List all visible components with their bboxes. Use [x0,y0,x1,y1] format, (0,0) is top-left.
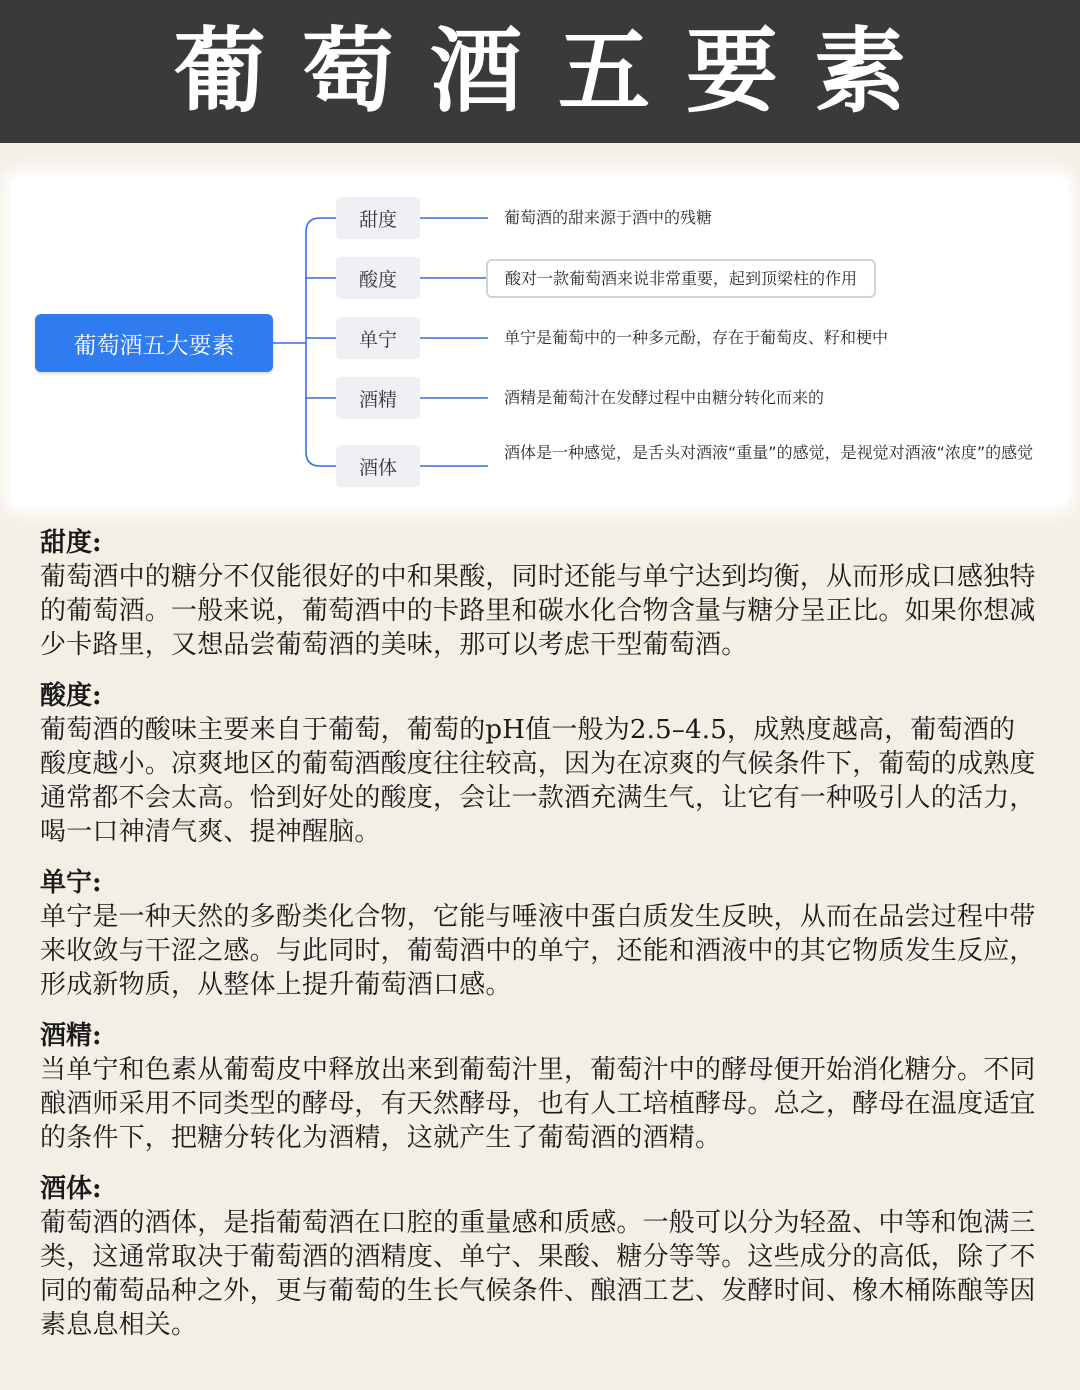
branch-acidity: 酸度 [336,257,420,299]
section-body: 葡萄酒中的糖分不仅能很好的中和果酸，同时还能与单宁达到均衡，从而形成口感独特的葡萄酒。一般来说，葡萄酒中的卡路里和碳水化合物含量与糖分呈正比。如果你想减少卡路里，又想品尝葡萄酒的美味，那可以考虑干型葡萄酒。 [40,562,1036,660]
section-sweetness [40,526,1040,662]
branch-sweetness: 甜度 [336,197,420,239]
section-title: 单宁: [40,868,102,898]
leaf-body: 酒体是一种感觉，是舌头对酒液“重量”的感觉，是视觉对酒液“浓度”的感觉 [504,443,1034,462]
section-acidity [40,679,1040,849]
section-body: 单宁是一种天然的多酚类化合物，它能与唾液中蛋白质发生反映，从而在品尝过程中带来收敛与干涩之感。与此同时，葡萄酒中的单宁，还能和酒液中的其它物质发生反应，形成新物质，从整体上提升葡萄酒口感。 [40,902,1036,1000]
section-body-wine [40,1172,1040,1342]
section-alcohol [40,1019,1040,1155]
section-title: 甜度: [40,528,102,558]
leaf-acidity: 酸对一款葡萄酒来说非常重要，起到顶梁柱的作用 [486,259,876,298]
section-tannin [40,866,1040,1002]
section-body: 葡萄酒的酸味主要来自于葡萄，葡萄的pH值一般为2.5–4.5，成熟度越高，葡萄酒的酸度越小。凉爽地区的葡萄酒酸度往往较高，因为在凉爽的气候条件下，葡萄的成熟度通常都不会太高。恰到好处的酸度，会让一款酒充满生气，让它有一种吸引人的活力，喝一口神清气爽、提神醒脑。 [40,715,1036,847]
leaf-sweetness: 葡萄酒的甜来源于酒中的残糖 [504,208,713,227]
leaf-tannin: 单宁是葡萄中的一种多元酚，存在于葡萄皮、籽和梗中 [504,328,889,347]
section-title: 酒精: [40,1021,102,1051]
section-body: 当单宁和色素从葡萄皮中释放出来到葡萄汁里，葡萄汁中的酵母便开始消化糖分。不同酿酒师采用不同类型的酵母，有天然酵母，也有人工培植酵母。总之，酵母在温度适宜的条件下，把糖分转化为酒精，这就产生了葡萄酒的酒精。 [40,1055,1036,1153]
branch-tannin: 单宁 [336,317,420,359]
branch-alcohol: 酒精 [336,377,420,419]
section-body: 葡萄酒的酒体，是指葡萄酒在口腔的重量感和质感。一般可以分为轻盈、中等和饱满三类，这通常取决于葡萄酒的酒精度、单宁、果酸、糖分等等。这些成分的高低，除了不同的葡萄品种之外，更与葡萄的生长气候条件、酿酒工艺、发酵时间、橡木桶陈酿等因素息息相关。 [40,1208,1036,1340]
leaf-alcohol: 酒精是葡萄汁在发酵过程中由糖分转化而来的 [504,388,825,407]
mind-map-root: 葡萄酒五大要素 [35,314,273,372]
section-title: 酒体: [40,1174,102,1204]
page-title: 葡萄酒五要素 [173,17,942,125]
header-banner [0,0,1080,143]
notes-content [40,526,1040,1359]
mind-map [10,176,1068,506]
branch-body: 酒体 [336,445,420,487]
section-title: 酸度: [40,681,102,711]
